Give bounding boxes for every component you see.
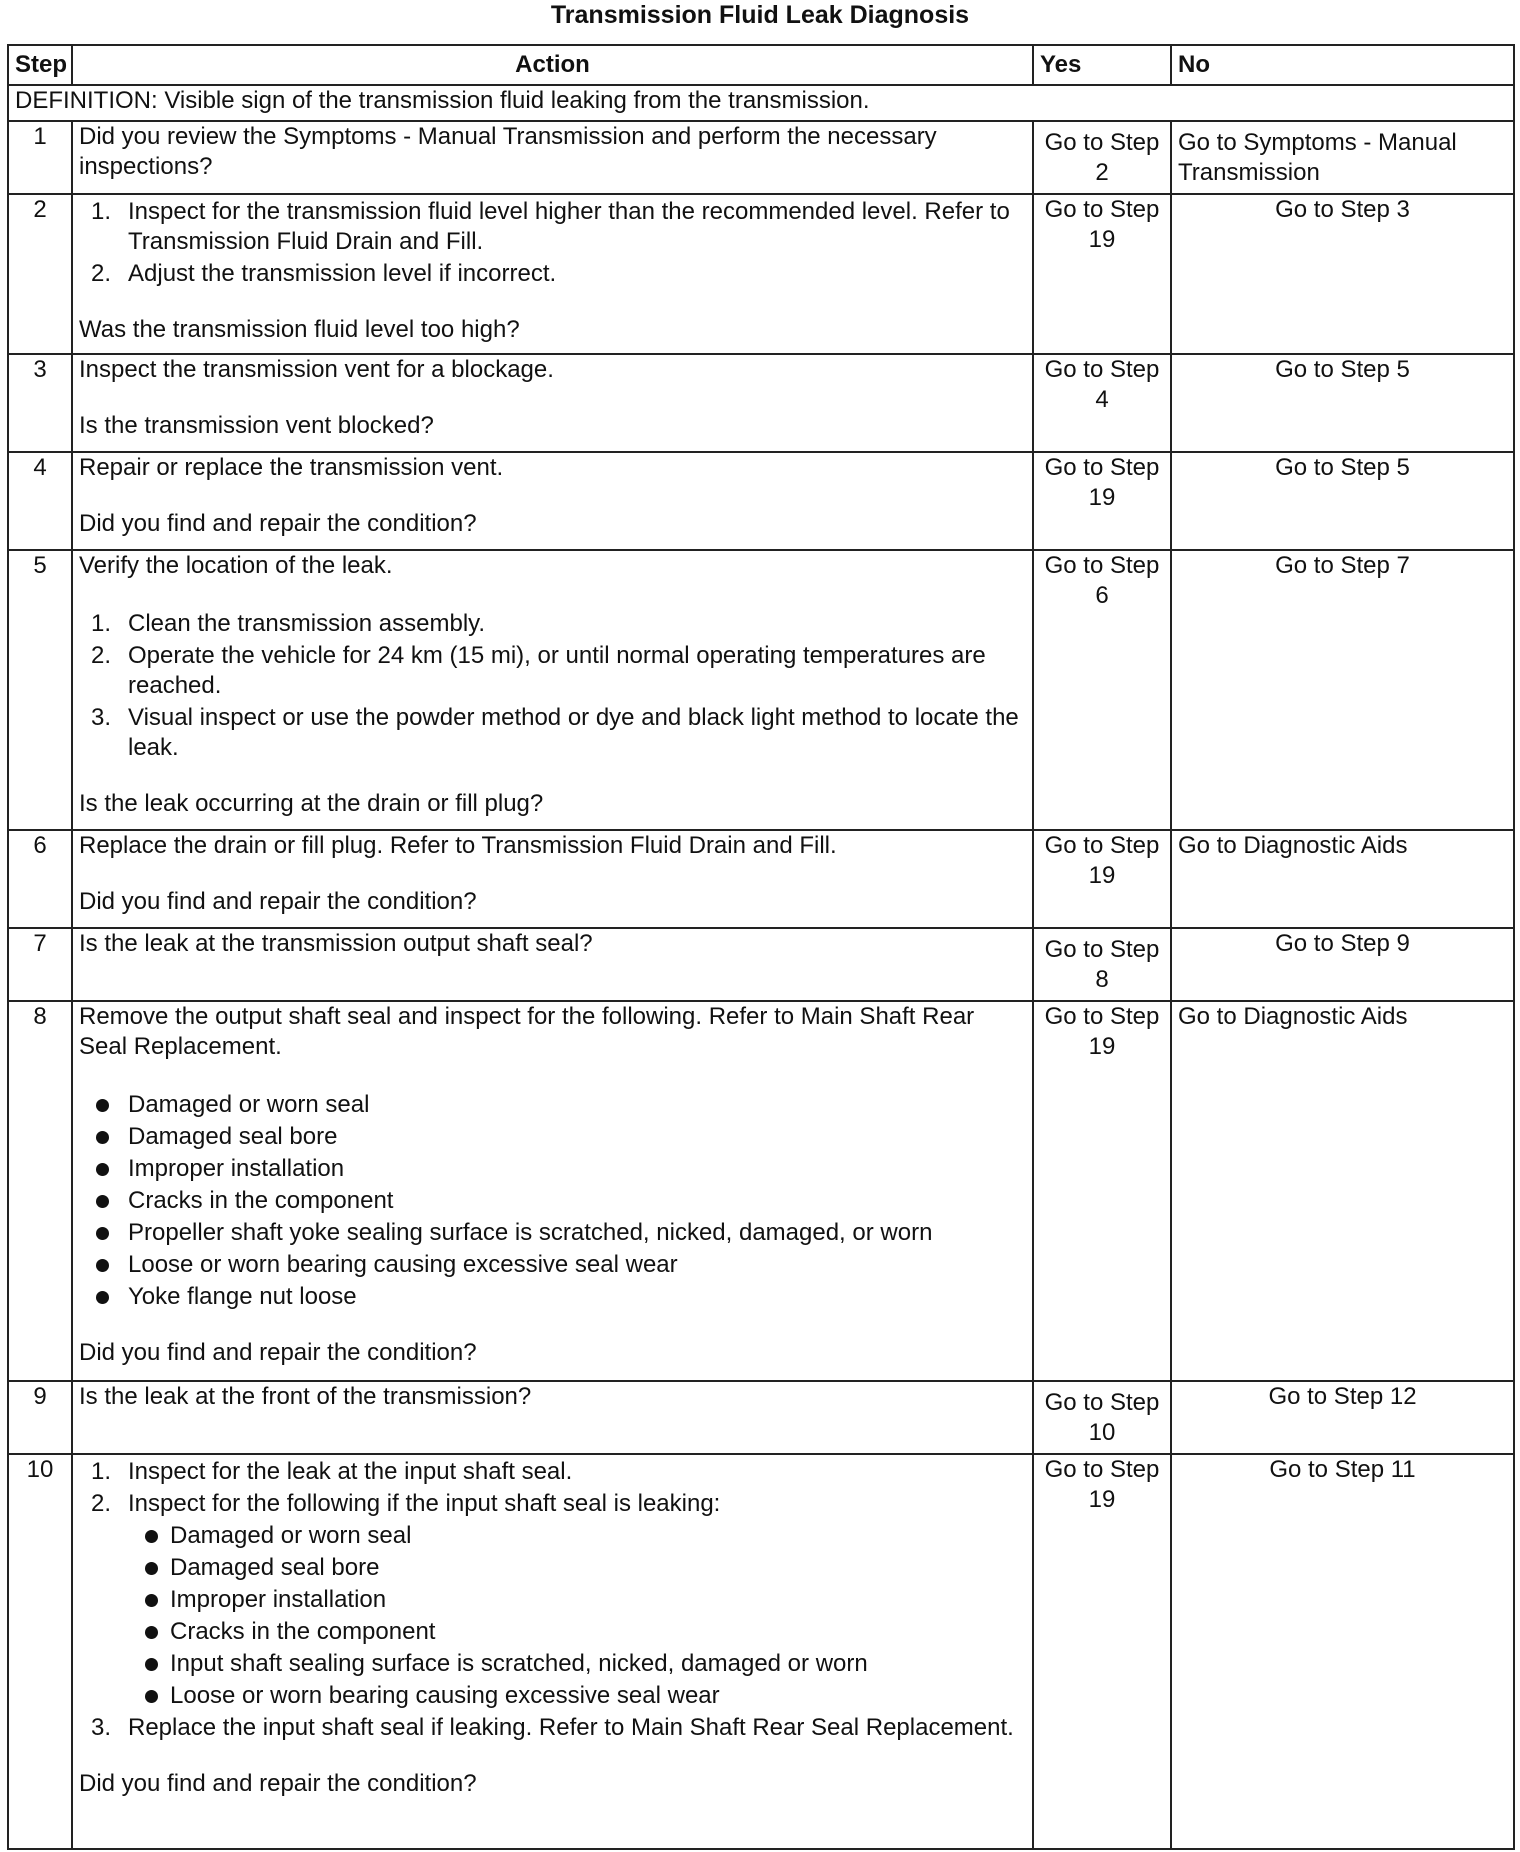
step-question: Did you review the Symptoms - Manual Transmission and perform the necessary inspections? [79,123,937,180]
header-yes: Yes [1033,45,1171,85]
yes-result: Go to Step 19 [1033,1001,1171,1381]
yes-result: Go to Step 19 [1033,452,1171,550]
list-item: 2. Adjust the transmission level if incorrect. [91,260,557,287]
step-action [72,928,1033,1001]
no-result: Go to Step 7 [1171,550,1514,830]
list-item: 2. Inspect for the following if the input shaft seal is leaking: Damaged or worn seal Damaged seal bore Improper installation Cracks in the component Input shaft sealing surface is scratched, nicked, damaged or worn Loose or worn bearing causing excessive seal wear [79,1489,1026,1711]
step-question: Did you find and repair the condition? [79,1770,477,1797]
step-question: Is the leak occurring at the drain or fill plug? [79,790,544,817]
bullet-item: Damaged or worn seal [79,1090,1026,1120]
yes-result: Go to Step 6 [1033,550,1171,830]
step-number: 7 [8,928,72,1001]
step-question: Did you find and repair the condition? [79,888,477,915]
step-row-1 [8,121,1514,194]
list-item: 3. Visual inspect or use the powder method or dye and black light method to locate the leak. [91,704,1019,761]
list-item: 1. Clean the transmission assembly. [91,610,486,637]
step-action [72,1381,1033,1454]
definition-text: DEFINITION: Visible sign of the transmission fluid leaking from the transmission. [8,85,1514,121]
header-row [8,45,1514,85]
step-question: Did you find and repair the condition? [79,1339,477,1366]
step-intro: Replace the drain or fill plug. Refer to Transmission Fluid Drain and Fill. [79,832,837,859]
list-item: 1. Inspect for the leak at the input shaft seal. [91,1458,573,1485]
step-row-4 [8,452,1514,550]
no-result: Go to Step 5 [1171,452,1514,550]
step-row-2 [8,194,1514,354]
header-action: Action [72,45,1033,85]
step-action [72,452,1033,550]
step-question: Is the leak at the front of the transmission? [79,1383,532,1410]
no-result: Go to Step 5 [1171,354,1514,452]
step-row-8 [8,1001,1514,1381]
header-step: Step [8,45,72,85]
list-item: 3. Replace the input shaft seal if leaking. Refer to Main Shaft Rear Seal Replacement. [91,1714,1014,1741]
yes-result: Go to Step 4 [1033,354,1171,452]
step-row-10 [8,1454,1514,1849]
list-item: 1. Inspect for the transmission fluid level higher than the recommended level. Refer to Transmission Fluid Drain and Fill. [91,198,1010,255]
bullet-item: Propeller shaft yoke sealing surface is scratched, nicked, damaged, or worn [79,1218,1026,1248]
step-number: 5 [8,550,72,830]
diagnosis-table [7,44,1515,1850]
step-row-6 [8,830,1514,928]
document-title: Transmission Fluid Leak Diagnosis [550,1,970,29]
step-action [72,1454,1033,1849]
sub-bullet-item: Improper installation [79,1585,1026,1615]
step-number: 1 [8,121,72,194]
step-action [72,354,1033,452]
step-action [72,830,1033,928]
yes-result: Go to Step 10 [1033,1381,1171,1454]
yes-result: Go to Step 19 [1033,1454,1171,1849]
step-question: Was the transmission fluid level too high? [79,316,520,343]
sub-bullet-item: Damaged seal bore [79,1553,1026,1583]
no-result: Go to Step 12 [1171,1381,1514,1454]
no-result: Go to Diagnostic Aids [1171,830,1514,928]
step-number: 3 [8,354,72,452]
step-intro: Inspect the transmission vent for a blockage. [79,356,554,383]
sub-bullet-item: Damaged or worn seal [79,1521,1026,1551]
yes-result: Go to Step 8 [1033,928,1171,1001]
step-intro: Verify the location of the leak. [79,552,393,579]
step-number: 4 [8,452,72,550]
step-number: 10 [8,1454,72,1849]
yes-result: Go to Step 19 [1033,194,1171,354]
yes-result: Go to Step 2 [1033,121,1171,194]
sub-bullet-item: Input shaft sealing surface is scratched, nicked, damaged or worn [79,1649,1026,1679]
definition-row [8,85,1514,121]
bullet-item: Loose or worn bearing causing excessive seal wear [79,1250,1026,1280]
bullet-item: Damaged seal bore [79,1122,1026,1152]
step-action [72,550,1033,830]
step-row-5 [8,550,1514,830]
step-action [72,1001,1033,1381]
step-intro: Remove the output shaft seal and inspect for the following. Refer to Main Shaft Rear Seal Replacement. [79,1003,975,1060]
no-result: Go to Step 11 [1171,1454,1514,1849]
step-row-9 [8,1381,1514,1454]
no-result: Go to Diagnostic Aids [1171,1001,1514,1381]
header-no: No [1171,45,1514,85]
step-row-3 [8,354,1514,452]
sub-bullet-item: Cracks in the component [79,1617,1026,1647]
step-question: Is the transmission vent blocked? [79,412,434,439]
no-result: Go to Symptoms - Manual Transmission [1171,121,1514,194]
step-intro: Repair or replace the transmission vent. [79,454,504,481]
sub-bullet-item: Loose or worn bearing causing excessive seal wear [79,1681,1026,1711]
step-question: Did you find and repair the condition? [79,510,477,537]
step-number: 8 [8,1001,72,1381]
yes-result: Go to Step 19 [1033,830,1171,928]
no-result: Go to Step 9 [1171,928,1514,1001]
step-number: 9 [8,1381,72,1454]
step-number: 2 [8,194,72,354]
list-item: 2. Operate the vehicle for 24 km (15 mi), or until normal operating temperatures are reached. [91,642,986,699]
bullet-item: Cracks in the component [79,1186,1026,1216]
step-number: 6 [8,830,72,928]
no-result: Go to Step 3 [1171,194,1514,354]
bullet-item: Improper installation [79,1154,1026,1184]
step-row-7 [8,928,1514,1001]
step-action [72,121,1033,194]
bullet-item: Yoke flange nut loose [79,1282,1026,1312]
step-action [72,194,1033,354]
step-question: Is the leak at the transmission output shaft seal? [79,930,593,957]
